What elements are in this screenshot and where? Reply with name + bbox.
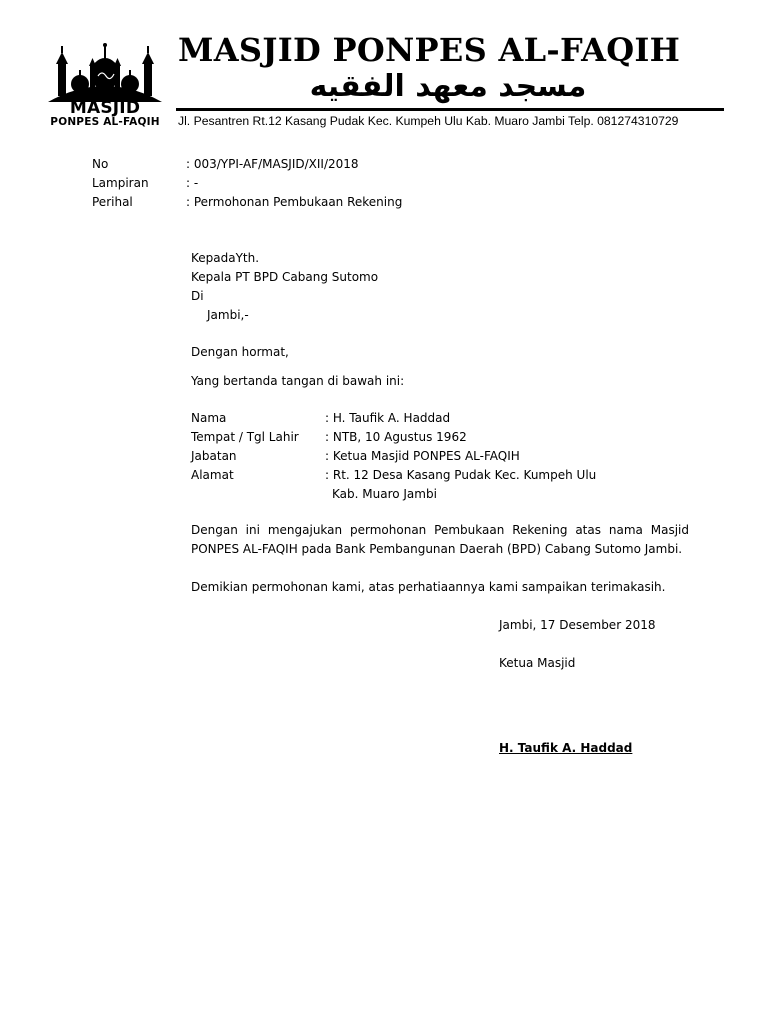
recipient-line4: Jambi,- xyxy=(207,308,249,322)
signature-name: H. Taufik A. Haddad xyxy=(499,741,633,755)
closing-text: Demikian permohonan kami, atas perhatiaannya kami sampaikan terimakasih. xyxy=(191,580,666,594)
identity-ttl-value: : NTB, 10 Agustus 1962 xyxy=(325,430,467,444)
letterhead-address: Jl. Pesantren Rt.12 Kasang Pudak Kec. Kumpeh Ulu Kab. Muaro Jambi Telp. 081274310729 xyxy=(178,114,679,128)
signature-position: Ketua Masjid xyxy=(499,656,576,670)
letterhead-arabic-title: مسجد معهد الفقيه xyxy=(309,69,587,104)
recipient-line1: KepadaYth. xyxy=(191,251,260,265)
identity-jabatan-label: Jabatan xyxy=(191,449,237,463)
logo-title: MASJID xyxy=(69,98,141,118)
identity-alamat-value-line2: Kab. Muaro Jambi xyxy=(332,487,437,501)
identity-ttl-label: Tempat / Tgl Lahir xyxy=(191,430,299,444)
meta-no-value: : 003/YPI-AF/MASJID/XII/2018 xyxy=(186,157,359,171)
identity-jabatan-value: : Ketua Masjid PONPES AL-FAQIH xyxy=(325,449,520,463)
salutation: Dengan hormat, xyxy=(191,345,289,359)
meta-no-label: No xyxy=(92,157,109,171)
signature-place-date: Jambi, 17 Desember 2018 xyxy=(499,618,656,632)
identity-alamat-value: : Rt. 12 Desa Kasang Pudak Kec. Kumpeh Ulu xyxy=(325,468,597,482)
mosque-silhouette-icon xyxy=(44,40,166,102)
meta-perihal-label: Perihal xyxy=(92,195,133,209)
recipient-line2: Kepala PT BPD Cabang Sutomo xyxy=(191,270,379,284)
identity-nama-value: : H. Taufik A. Haddad xyxy=(325,411,451,425)
meta-lampiran-label: Lampiran xyxy=(92,176,149,190)
meta-perihal-value: : Permohonan Pembukaan Rekening xyxy=(186,195,403,209)
meta-lampiran-value: : - xyxy=(186,176,199,190)
identity-alamat-label: Alamat xyxy=(191,468,234,482)
mosque-logo xyxy=(44,40,166,132)
body-paragraph: Dengan ini mengajukan permohonan Pembukaan Rekening atas nama Masjid PONPES AL-FAQIH pada Bank Pembangunan Daerah (BPD) Cabang Sutomo Jambi. xyxy=(191,523,689,556)
letterhead-title: MASJID PONPES AL-FAQIH xyxy=(178,31,681,69)
logo-subtitle: PONPES AL-FAQIH xyxy=(50,116,160,128)
identity-nama-label: Nama xyxy=(191,411,227,425)
letterhead-divider xyxy=(176,108,724,111)
intro-text: Yang bertanda tangan di bawah ini: xyxy=(191,374,405,388)
recipient-line3: Di xyxy=(191,289,204,303)
